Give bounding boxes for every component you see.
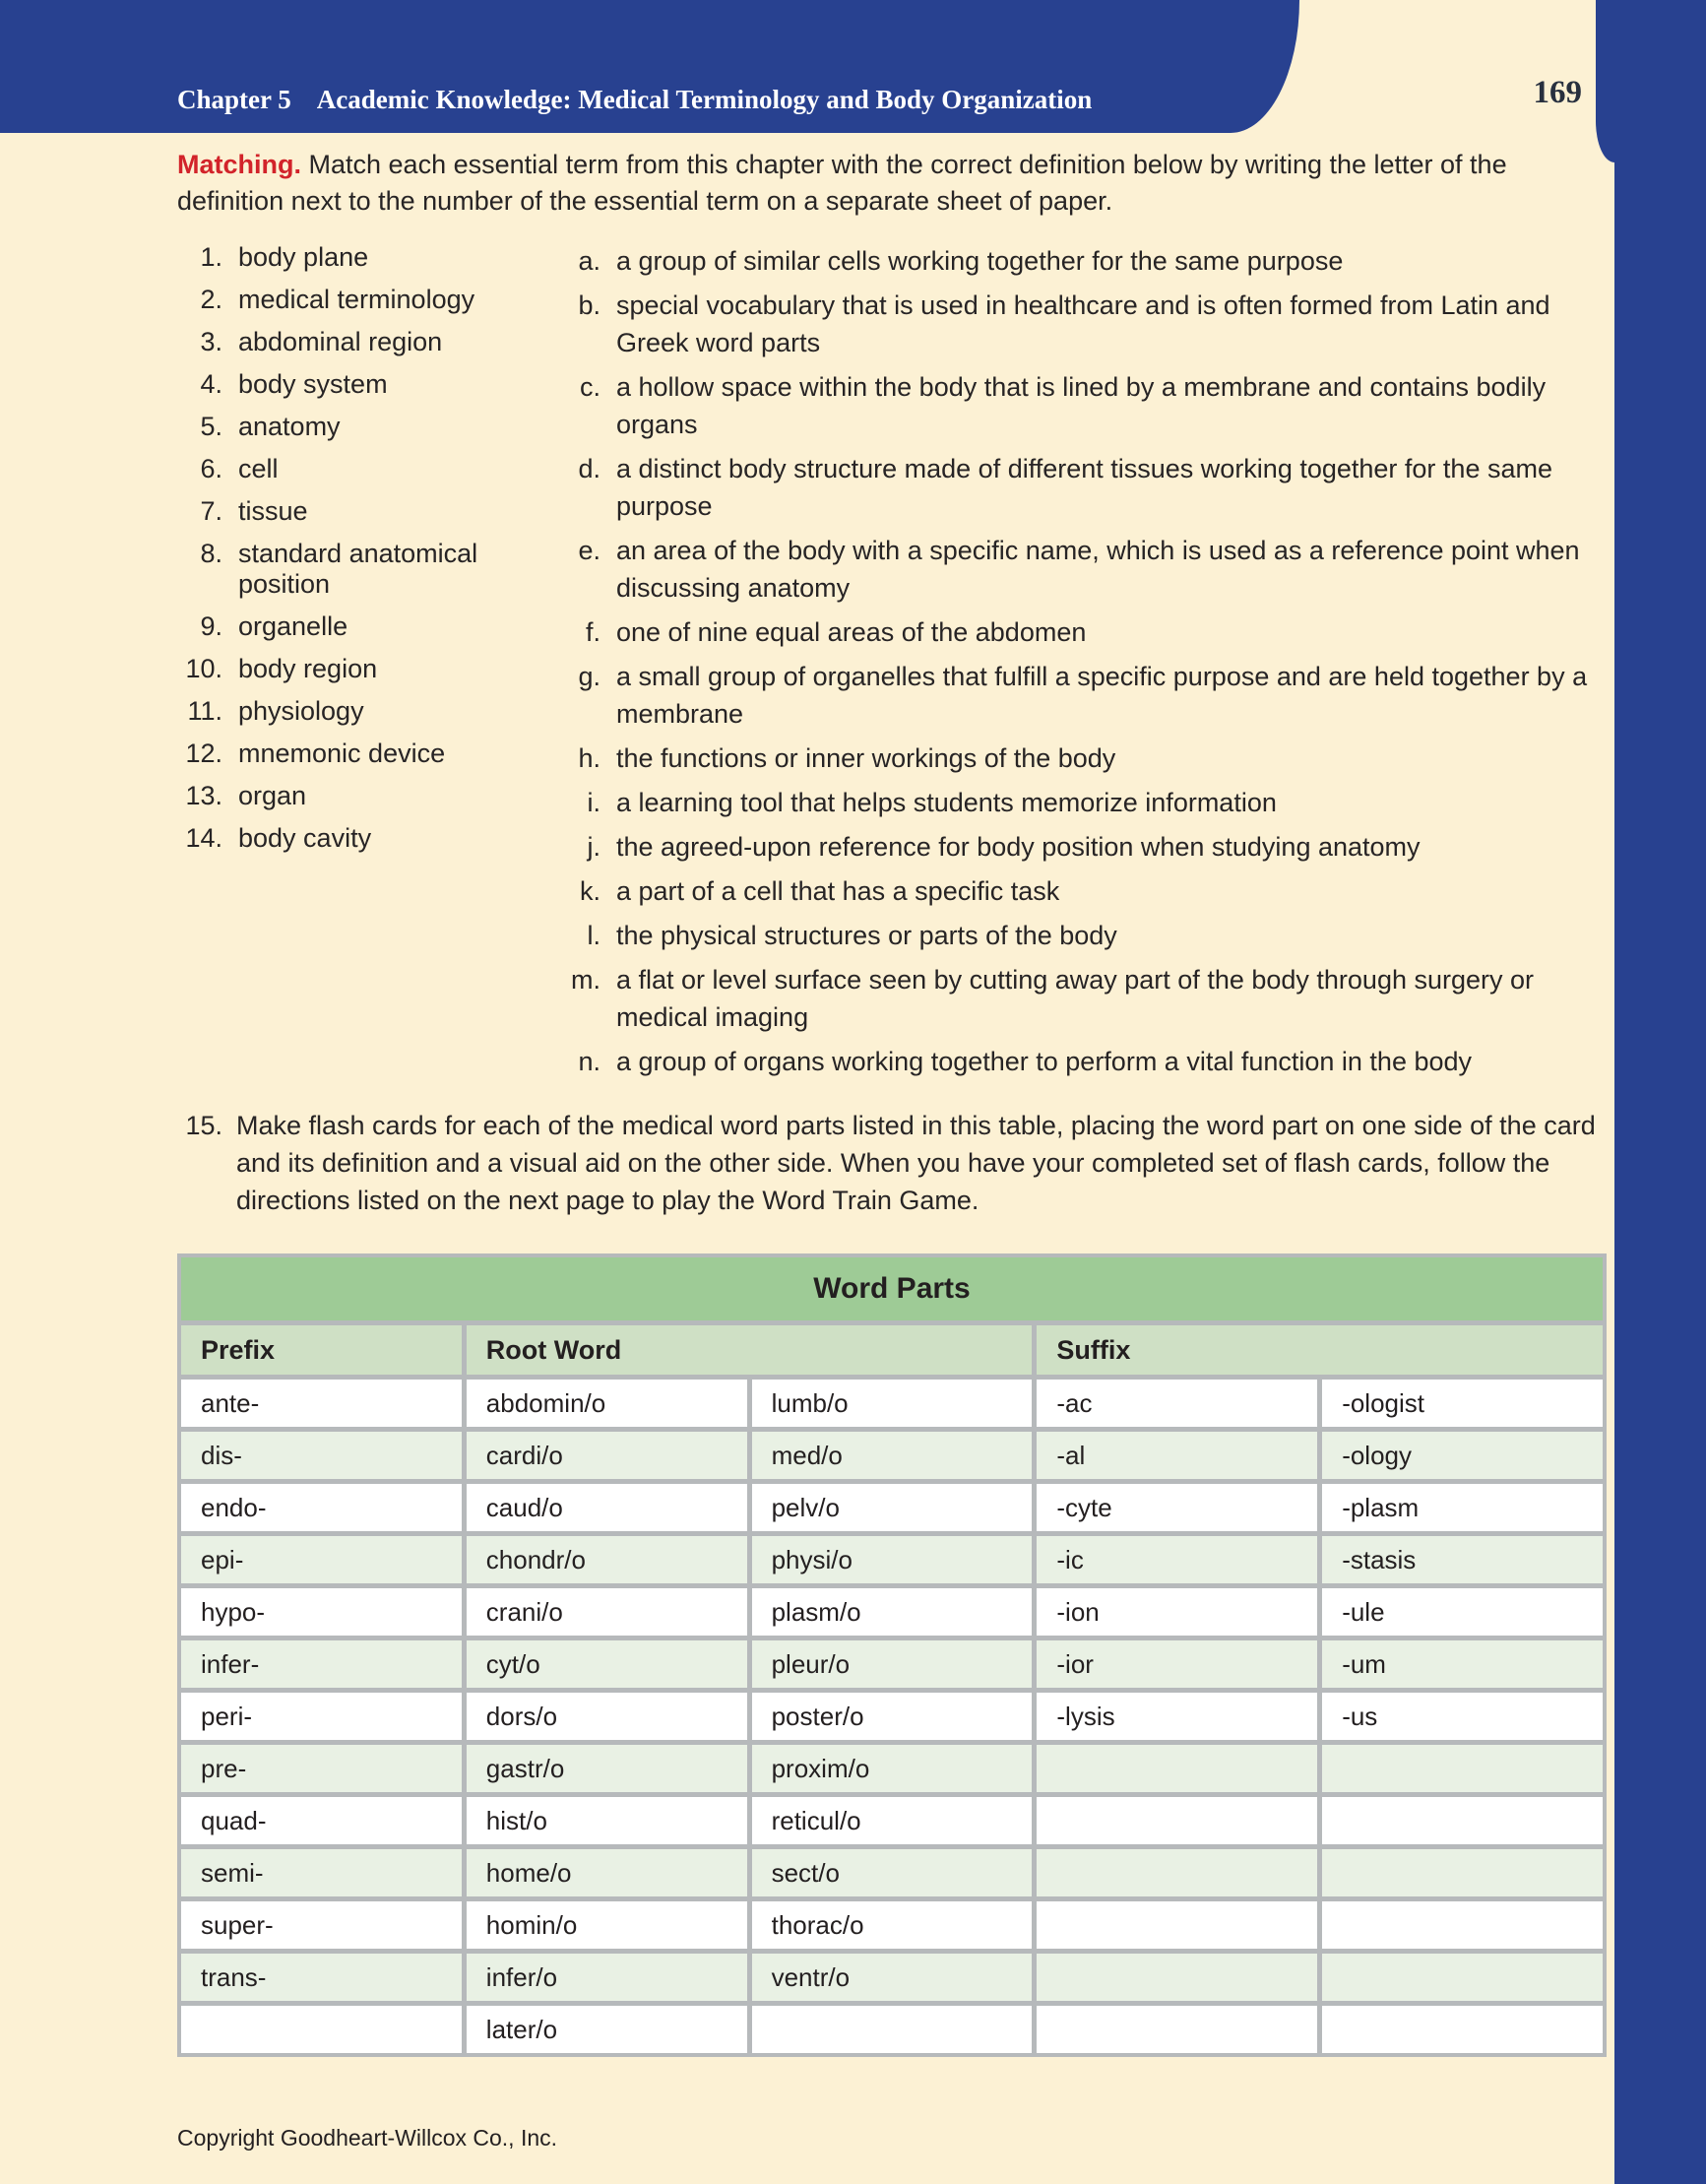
term-text: mnemonic device — [238, 739, 446, 768]
definition-text: a distinct body structure made of different tissues working together for the same purpose — [616, 454, 1552, 521]
table-cell-root-word-2: ventr/o — [752, 1954, 1033, 2001]
column-header-prefix: Prefix — [181, 1325, 462, 1375]
table-cell-root-word-2: sect/o — [752, 1849, 1033, 1896]
table-cell-root-word-2: pelv/o — [752, 1484, 1033, 1531]
term-list-item — [177, 242, 514, 273]
definition-text: the agreed-upon reference for body position when studying anatomy — [616, 832, 1421, 862]
table-cell-suffix-1: -ion — [1037, 1588, 1317, 1636]
table-cell-prefix: trans- — [181, 1954, 462, 2001]
page-number: 169 — [1533, 75, 1582, 110]
word-parts-table-title: Word Parts — [181, 1257, 1603, 1320]
term-number: 13. — [185, 781, 222, 810]
definition-text: a flat or level surface seen by cutting away part of the body through surgery or medical imaging — [616, 965, 1535, 1032]
table-cell-suffix-2: -us — [1322, 1693, 1603, 1740]
term-text: standard anatomical position — [238, 539, 478, 599]
table-cell-suffix-1: -cyte — [1037, 1484, 1317, 1531]
table-cell-root-word-1: later/o — [467, 2006, 747, 2053]
term-number: 10. — [185, 654, 222, 683]
copyright-notice: Copyright Goodheart-Willcox Co., Inc. — [177, 2125, 558, 2151]
definition-list-item — [567, 784, 1607, 821]
table-cell-root-word-1: abdomin/o — [467, 1380, 747, 1427]
table-cell-suffix-1 — [1037, 1797, 1317, 1844]
term-text: physiology — [238, 696, 364, 726]
term-number: 9. — [200, 611, 222, 641]
term-number: 1. — [200, 242, 222, 272]
table-cell-prefix: epi- — [181, 1536, 462, 1583]
table-cell-prefix: quad- — [181, 1797, 462, 1844]
table-cell-prefix: hypo- — [181, 1588, 462, 1636]
definition-text: special vocabulary that is used in healthcare and is often formed from Latin and Greek word parts — [616, 290, 1550, 357]
table-cell-root-word-1: cyt/o — [467, 1640, 747, 1688]
question-15-text: Make flash cards for each of the medical word parts listed in this table, placing the word part on one side of the card and its definition and a visual aid on the other side. When you have your completed set of flash cards, follow the directions listed on the next page to play the Word Train Game. — [236, 1111, 1596, 1215]
definition-list-item — [567, 961, 1607, 1036]
definition-letter: e. — [578, 536, 600, 565]
term-list-item — [177, 539, 514, 600]
definition-list-item — [567, 739, 1607, 777]
table-cell-suffix-1: -ior — [1037, 1640, 1317, 1688]
question-15-number: 15. — [185, 1111, 222, 1140]
table-cell-suffix-2 — [1322, 1849, 1603, 1896]
definition-letter: d. — [578, 454, 600, 483]
term-text: anatomy — [238, 412, 341, 441]
definition-list-item — [567, 368, 1607, 443]
definition-list-item — [567, 917, 1607, 954]
table-cell-root-word-1: crani/o — [467, 1588, 747, 1636]
column-header-root-word: Root Word — [467, 1325, 1033, 1375]
term-number: 4. — [200, 369, 222, 399]
table-cell-root-word-2: pleur/o — [752, 1640, 1033, 1688]
definition-text: a small group of organelles that fulfill a specific purpose and are held together by a membrane — [616, 662, 1588, 729]
definition-letter: j. — [587, 832, 600, 862]
term-number: 3. — [200, 327, 222, 356]
table-cell-suffix-2: -ology — [1322, 1432, 1603, 1479]
definition-list-item — [567, 872, 1607, 910]
chapter-header-text — [177, 85, 1092, 115]
table-cell-prefix: super- — [181, 1901, 462, 1949]
term-number: 5. — [200, 412, 222, 441]
definition-letter: l. — [587, 921, 600, 950]
table-cell-suffix-1 — [1037, 1901, 1317, 1949]
term-number: 14. — [185, 823, 222, 853]
term-text: body plane — [238, 242, 369, 272]
table-cell-root-word-1: dors/o — [467, 1693, 747, 1740]
definition-letter: b. — [578, 290, 600, 320]
term-text: body region — [238, 654, 378, 683]
table-cell-suffix-2 — [1322, 1745, 1603, 1792]
term-list-item — [177, 454, 514, 484]
term-number: 7. — [200, 496, 222, 526]
table-cell-suffix-1 — [1037, 2006, 1317, 2053]
term-list-item — [177, 327, 514, 357]
table-cell-root-word-1: infer/o — [467, 1954, 747, 2001]
table-cell-root-word-1: caud/o — [467, 1484, 747, 1531]
definition-letter: n. — [578, 1047, 600, 1076]
definition-text: a group of similar cells working together for the same purpose — [616, 246, 1344, 276]
matching-lists — [177, 242, 1607, 1087]
table-cell-suffix-2 — [1322, 1954, 1603, 2001]
table-cell-suffix-2: -plasm — [1322, 1484, 1603, 1531]
table-cell-suffix-2 — [1322, 1797, 1603, 1844]
table-cell-prefix — [181, 2006, 462, 2053]
term-list-item — [177, 823, 514, 854]
page-edge-strip — [1614, 0, 1706, 2184]
table-cell-root-word-2: poster/o — [752, 1693, 1033, 1740]
definition-letter: c. — [579, 372, 600, 402]
definition-text: a hollow space within the body that is lined by a membrane and contains bodily organs — [616, 372, 1547, 439]
table-cell-suffix-1: -ac — [1037, 1380, 1317, 1427]
table-cell-suffix-2 — [1322, 2006, 1603, 2053]
table-cell-prefix: pre- — [181, 1745, 462, 1792]
definition-text: a part of a cell that has a specific task — [616, 876, 1060, 906]
definition-text: the physical structures or parts of the body — [616, 921, 1117, 950]
definition-list-item — [567, 287, 1607, 361]
term-text: body system — [238, 369, 388, 399]
page-edge-strip-flare — [1596, 0, 1614, 162]
question-15 — [177, 1107, 1607, 1219]
table-cell-suffix-1 — [1037, 1954, 1317, 2001]
definition-letter: i. — [587, 788, 600, 817]
table-cell-prefix: semi- — [181, 1849, 462, 1896]
table-cell-root-word-2: reticul/o — [752, 1797, 1033, 1844]
table-cell-suffix-2: -um — [1322, 1640, 1603, 1688]
table-cell-root-word-1: homin/o — [467, 1901, 747, 1949]
table-cell-root-word-2: lumb/o — [752, 1380, 1033, 1427]
table-cell-root-word-2: med/o — [752, 1432, 1033, 1479]
table-cell-prefix: peri- — [181, 1693, 462, 1740]
term-list-item — [177, 739, 514, 769]
term-list-item — [177, 369, 514, 400]
definition-text: one of nine equal areas of the abdomen — [616, 617, 1087, 647]
term-text: body cavity — [238, 823, 372, 853]
term-number: 2. — [200, 285, 222, 314]
table-cell-suffix-1: -lysis — [1037, 1693, 1317, 1740]
definitions-list — [567, 242, 1607, 1087]
term-text: cell — [238, 454, 279, 483]
definition-list-item — [567, 532, 1607, 607]
table-cell-root-word-2: physi/o — [752, 1536, 1033, 1583]
essential-terms-list — [177, 242, 514, 866]
table-cell-suffix-1 — [1037, 1745, 1317, 1792]
term-number: 12. — [185, 739, 222, 768]
table-cell-root-word-1: cardi/o — [467, 1432, 747, 1479]
term-list-item — [177, 496, 514, 527]
table-cell-prefix: dis- — [181, 1432, 462, 1479]
table-cell-root-word-1: gastr/o — [467, 1745, 747, 1792]
table-cell-suffix-2: -ule — [1322, 1588, 1603, 1636]
table-cell-root-word-1: hist/o — [467, 1797, 747, 1844]
term-number: 6. — [200, 454, 222, 483]
term-text: abdominal region — [238, 327, 443, 356]
table-cell-root-word-2: proxim/o — [752, 1745, 1033, 1792]
term-list-item — [177, 781, 514, 811]
table-cell-suffix-2 — [1322, 1901, 1603, 1949]
definition-list-item — [567, 613, 1607, 651]
definition-letter: k. — [579, 876, 600, 906]
definition-text: a learning tool that helps students memorize information — [616, 788, 1277, 817]
table-cell-suffix-1: -al — [1037, 1432, 1317, 1479]
word-parts-table — [177, 1253, 1607, 2057]
definition-list-item — [567, 658, 1607, 733]
term-number: 11. — [187, 696, 222, 726]
table-cell-suffix-2: -ologist — [1322, 1380, 1603, 1427]
definition-letter: a. — [578, 246, 600, 276]
term-list-item — [177, 412, 514, 442]
term-list-item — [177, 611, 514, 642]
column-header-suffix: Suffix — [1037, 1325, 1603, 1375]
definition-text: an area of the body with a specific name, which is used as a reference point when discussing anatomy — [616, 536, 1580, 603]
definition-list-item — [567, 242, 1607, 280]
matching-instructions — [177, 147, 1607, 220]
term-text: medical terminology — [238, 285, 475, 314]
table-cell-suffix-1 — [1037, 1849, 1317, 1896]
table-cell-root-word-2: plasm/o — [752, 1588, 1033, 1636]
definition-list-item — [567, 1043, 1607, 1080]
term-text: organelle — [238, 611, 348, 641]
definition-letter: f. — [585, 617, 600, 647]
term-text: organ — [238, 781, 307, 810]
definition-letter: h. — [578, 743, 600, 773]
table-cell-suffix-2: -stasis — [1322, 1536, 1603, 1583]
table-cell-prefix: ante- — [181, 1380, 462, 1427]
definition-letter: m. — [571, 965, 600, 995]
table-cell-suffix-1: -ic — [1037, 1536, 1317, 1583]
table-cell-prefix: endo- — [181, 1484, 462, 1531]
table-cell-root-word-1: chondr/o — [467, 1536, 747, 1583]
definition-text: the functions or inner workings of the body — [616, 743, 1116, 773]
definition-letter: g. — [578, 662, 600, 691]
term-list-item — [177, 285, 514, 315]
term-text: tissue — [238, 496, 308, 526]
table-cell-root-word-2 — [752, 2006, 1033, 2053]
term-list-item — [177, 654, 514, 684]
definition-list-item — [567, 450, 1607, 525]
table-cell-root-word-1: home/o — [467, 1849, 747, 1896]
table-cell-prefix: infer- — [181, 1640, 462, 1688]
matching-instructions-text: Match each essential term from this chapter with the correct definition below by writing the letter of the definition next to the number of the essential term on a separate sheet of paper. — [177, 150, 1507, 216]
definition-list-item — [567, 828, 1607, 866]
term-number: 8. — [200, 539, 222, 568]
matching-lead-label: Matching. — [177, 150, 301, 179]
definition-text: a group of organs working together to perform a vital function in the body — [616, 1047, 1473, 1076]
table-cell-root-word-2: thorac/o — [752, 1901, 1033, 1949]
term-list-item — [177, 696, 514, 727]
chapter-title: Academic Knowledge: Medical Terminology and Body Organization — [316, 85, 1093, 114]
chapter-label: Chapter 5 — [177, 85, 291, 114]
